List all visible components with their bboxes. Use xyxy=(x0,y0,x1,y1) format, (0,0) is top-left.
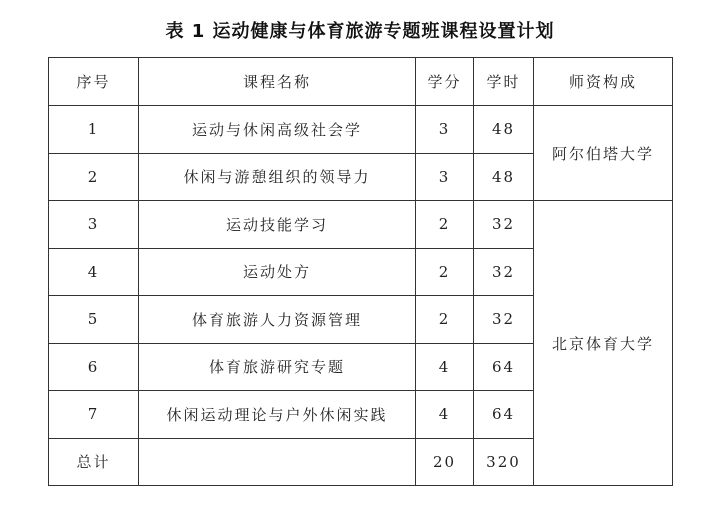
row-course: 休闲与游憩组织的领导力 xyxy=(139,153,416,201)
row-credits: 4 xyxy=(416,343,474,391)
table-row xyxy=(49,201,673,249)
header-course: 课程名称 xyxy=(139,58,416,106)
row-hours: 48 xyxy=(474,106,534,154)
table-row xyxy=(49,106,673,154)
faculty-group-bsu: 北京体育大学 xyxy=(534,201,673,486)
row-index: 5 xyxy=(49,296,139,344)
row-course: 运动技能学习 xyxy=(139,201,416,249)
row-hours: 32 xyxy=(474,248,534,296)
table-title: 表 1 运动健康与体育旅游专题班课程设置计划 xyxy=(165,21,555,42)
row-index: 4 xyxy=(49,248,139,296)
header-index: 序号 xyxy=(49,58,139,106)
faculty-group-alberta: 阿尔伯塔大学 xyxy=(534,106,673,201)
row-course: 运动与休闲高级社会学 xyxy=(139,106,416,154)
total-course xyxy=(139,438,416,486)
row-hours: 48 xyxy=(474,153,534,201)
row-course: 体育旅游研究专题 xyxy=(139,343,416,391)
row-credits: 2 xyxy=(416,201,474,249)
total-label: 总计 xyxy=(49,438,139,486)
row-course: 休闲运动理论与户外休闲实践 xyxy=(139,391,416,439)
row-credits: 2 xyxy=(416,248,474,296)
total-hours: 320 xyxy=(474,438,534,486)
row-index: 3 xyxy=(49,201,139,249)
header-hours: 学时 xyxy=(474,58,534,106)
course-plan-table xyxy=(48,57,673,486)
row-hours: 32 xyxy=(474,296,534,344)
row-course: 运动处方 xyxy=(139,248,416,296)
row-credits: 4 xyxy=(416,391,474,439)
row-hours: 32 xyxy=(474,201,534,249)
row-index: 1 xyxy=(49,106,139,154)
row-hours: 64 xyxy=(474,343,534,391)
row-index: 6 xyxy=(49,343,139,391)
row-credits: 3 xyxy=(416,153,474,201)
row-index: 2 xyxy=(49,153,139,201)
header-credits: 学分 xyxy=(416,58,474,106)
row-index: 7 xyxy=(49,391,139,439)
table-header-row xyxy=(49,58,673,106)
row-credits: 2 xyxy=(416,296,474,344)
total-credits: 20 xyxy=(416,438,474,486)
row-course: 体育旅游人力资源管理 xyxy=(139,296,416,344)
header-faculty: 师资构成 xyxy=(534,58,673,106)
row-credits: 3 xyxy=(416,106,474,154)
row-hours: 64 xyxy=(474,391,534,439)
